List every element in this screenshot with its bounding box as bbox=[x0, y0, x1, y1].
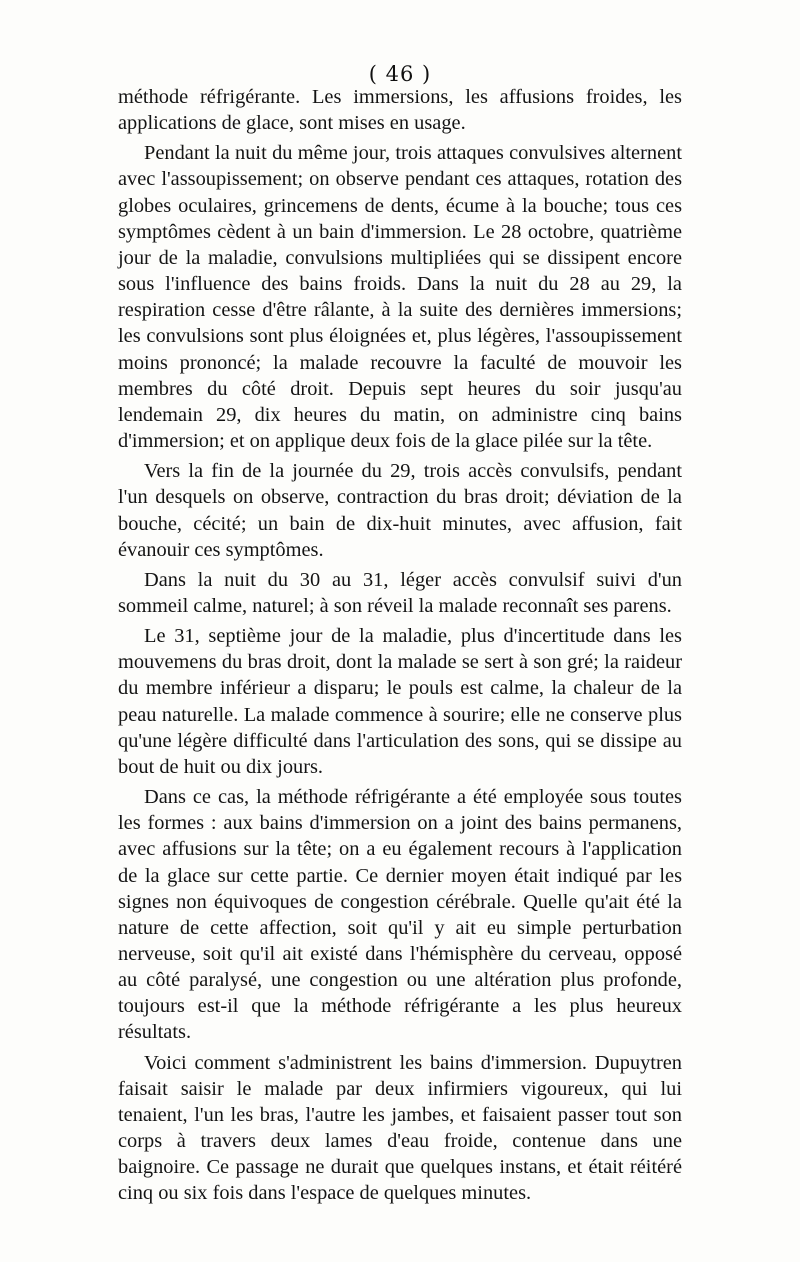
paragraph-2: Pendant la nuit du même jour, trois attaques convulsives alternent avec l'assoupissement; on observe pendant ces attaques, rotation des globes oculaires, grincemens de dents, écume à la bouche; tous ces symptômes cèdent à un bain d'immersion. Le 28 octobre, quatrième jour de la maladie, convulsions multipliées qui se dissipent encore sous l'influence des bains froids. Dans la nuit du 28 au 29, la respiration cesse d'être râlante, à la suite des dernières immersions; les convulsions sont plus éloignées et, plus légères, l'assoupissement moins prononcé; la malade recouvre la faculté de mouvoir les membres du côté droit. Depuis sept heures du soir jusqu'au lendemain 29, dix heures du matin, on administre cinq bains d'immersion; et on applique deux fois de la glace pilée sur la tête. bbox=[118, 142, 682, 453]
paragraph-1: méthode réfrigérante. Les immersions, les affusions froides, les applications de glace, sont mises en usage. bbox=[118, 86, 682, 135]
paragraph-4: Dans la nuit du 30 au 31, léger accès convulsif suivi d'un sommeil calme, naturel; à son réveil la malade reconnaît ses parens. bbox=[118, 568, 682, 617]
paragraph-6: Dans ce cas, la méthode réfrigérante a été employée sous toutes les formes : aux bains d'immersion on a joint des bains permanens, avec affusions sur la tête; on a eu également recours à l'application de la glace sur cette partie. Ce dernier moyen était indiqué par les signes non équivoques de congestion cérébrale. Quelle qu'ait été la nature de cette affection, soit qu'il y ait eu simple perturbation nerveuse, soit qu'il ait existé dans l'hémisphère du cerveau, opposé au côté paralysé, une congestion ou une altération plus profonde, toujours est-il que la méthode réfrigérante a les plus heureux résultats. bbox=[118, 786, 682, 1044]
paragraph-5: Le 31, septième jour de la maladie, plus d'incertitude dans les mouvemens du bras droit, dont la malade se sert à son gré; la raideur du membre inférieur a disparu; le pouls est calme, la chaleur de la peau naturelle. La malade commence à sourire; elle ne conserve plus qu'une légère difficulté dans l'articulation des sons, qui se dissipe au bout de huit ou dix jours. bbox=[118, 625, 682, 778]
paragraph-3: Vers la fin de la journée du 29, trois accès convulsifs, pendant l'un desquels on observe, contraction du bras droit; déviation de la bouche, cécité; un bain de dix-huit minutes, avec affusion, fait évanouir ces symptômes. bbox=[118, 460, 682, 561]
paragraph-7: Voici comment s'administrent les bains d'immersion. Dupuytren faisait saisir le malade par deux infirmiers vigoureux, qui lui tenaient, l'un les bras, l'autre les jambes, et faisaient passer tout son corps à travers deux lames d'eau froide, contenue dans une baignoire. Ce passage ne durait que quelques instans, et était réitéré cinq ou six fois dans l'espace de quelques minutes. bbox=[118, 1051, 682, 1205]
page-number: ( 46 ) bbox=[368, 62, 432, 86]
body-text bbox=[118, 84, 682, 1211]
